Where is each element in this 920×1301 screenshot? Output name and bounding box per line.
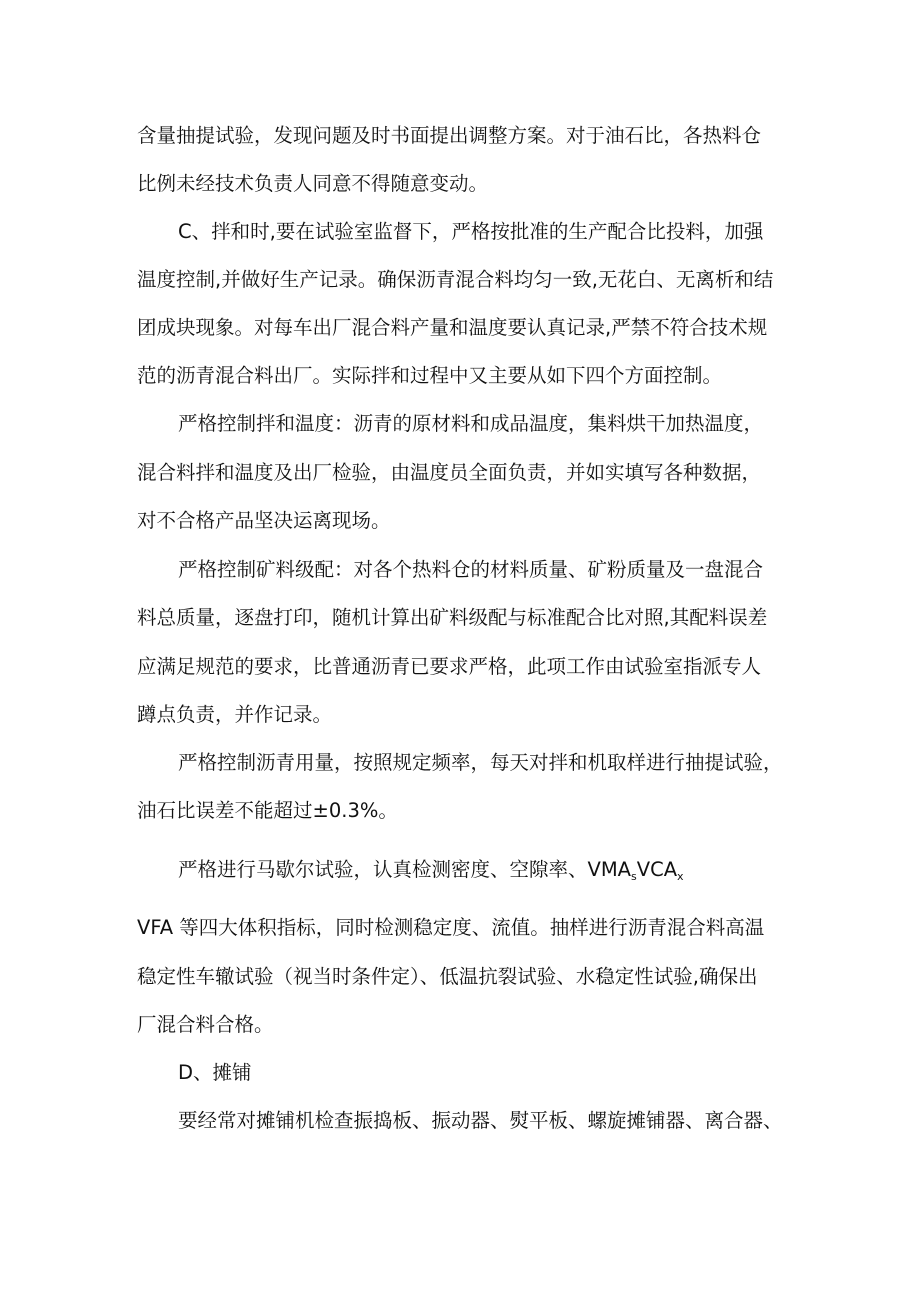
text-line: 范的沥青混合料出厂。实际拌和过程中又主要从如下四个方面控制。: [137, 364, 723, 387]
text-line: 严格控制矿料级配：对各个热料仓的材料质量、矿粉质量及一盘混合: [178, 558, 764, 581]
text-line: 温度控制,并做好生产记录。确保沥青混合料均匀一致,无花白、无离析和结: [137, 268, 774, 291]
text-line: 混合料拌和温度及出厂检验，由温度员全面负责，并如实填写各种数据，: [137, 461, 762, 484]
text-line: 蹲点负责，并作记录。: [137, 703, 333, 726]
text-line: VFA 等四大体积指标，同时检测稳定度、流值。抽样进行沥青混合料高温: [137, 916, 765, 939]
text-line: 要经常对摊铺机检查振捣板、振动器、熨平板、螺旋摊铺器、离合器、: [178, 1109, 783, 1132]
text-line: 含量抽提试验，发现问题及时书面提出调整方案。对于油石比，各热料仓: [137, 124, 762, 147]
text-line: 比例未经技术负责人同意不得随意变动。: [137, 172, 489, 195]
text-line: 团成块现象。对每车出厂混合料产量和温度要认真记录,严禁不符合技术规: [137, 316, 768, 339]
text-line: 油石比误差不能超过±0.3%。: [137, 799, 398, 822]
text-line: 应满足规范的要求，比普通沥青已要求严格，此项工作由试验室指派专人: [137, 655, 762, 678]
text-line: 严格控制拌和温度：沥青的原材料和成品温度，集料烘干加热温度，: [178, 412, 764, 435]
subscript-s: s: [631, 870, 637, 883]
text-line: 料总质量，逐盘打印，随机计算出矿料级配与标准配合比对照,其配料误差: [137, 606, 768, 629]
paragraph-c-heading-line: C、拌和时,要在试验室监督下，严格按批准的生产配合比投料，加强: [178, 220, 764, 243]
paragraph-d-heading: D、摊铺: [178, 1061, 252, 1084]
text-line: 对不合格产品坚决运离现场。: [137, 509, 391, 532]
text-line: 稳定性车辙试验（视当时条件定）、低温抗裂试验、水稳定性试验,确保出: [137, 965, 758, 988]
vca-text: VCA: [636, 858, 678, 881]
marshall-test-line: [178, 858, 684, 882]
marshall-text: 严格进行马歇尔试验，认真检测密度、空隙率、VMA: [178, 858, 632, 881]
subscript-x: x: [677, 870, 684, 883]
text-line: 严格控制沥青用量，按照规定频率，每天对拌和机取样进行抽提试验，: [178, 751, 783, 774]
text-line: 厂混合料合格。: [137, 1013, 274, 1036]
